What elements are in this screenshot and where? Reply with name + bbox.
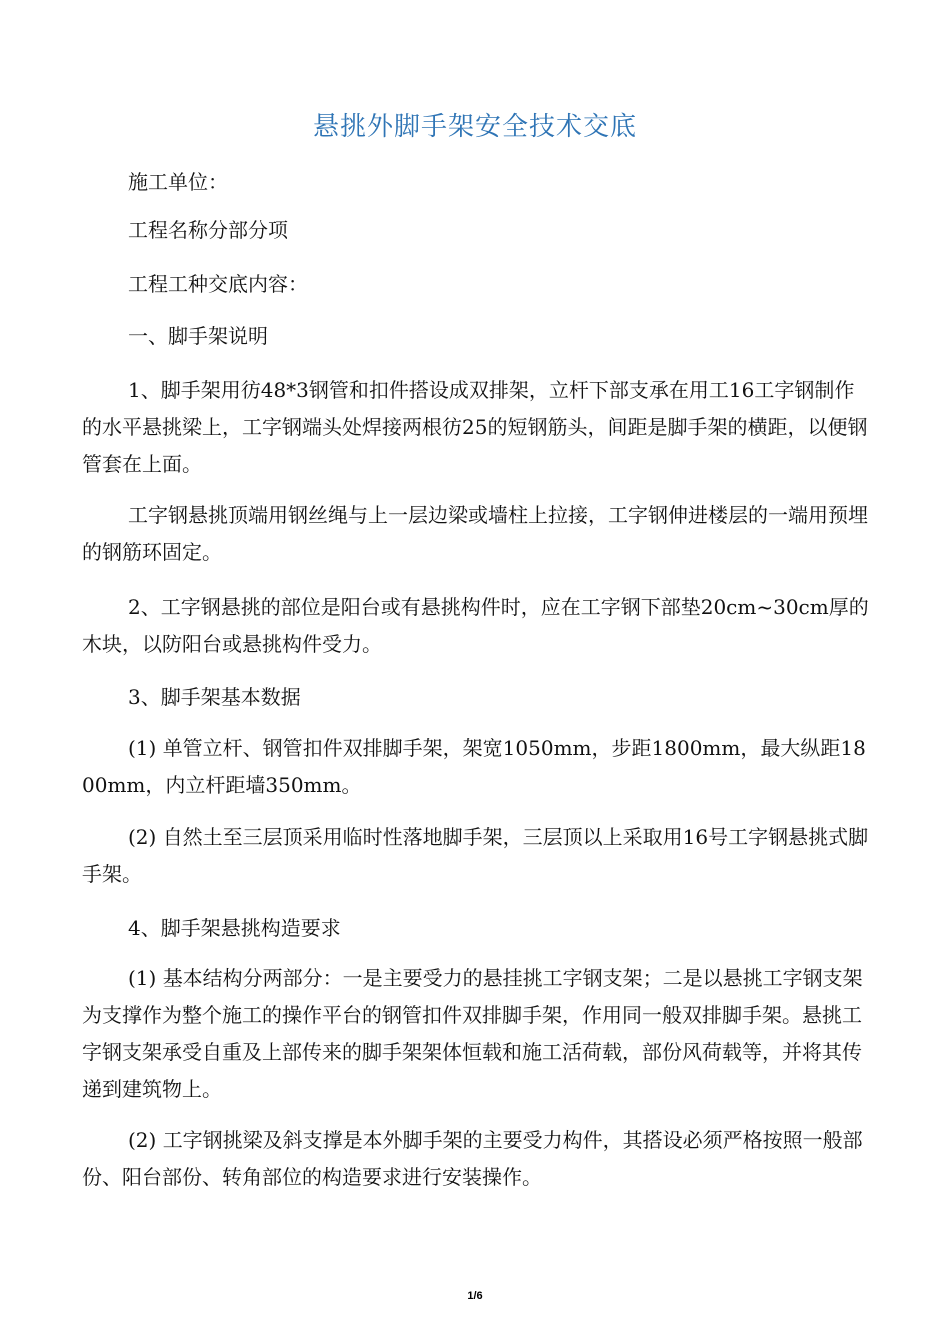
paragraph-4-1: (1) 基本结构分两部分：一是主要受力的悬挂挑工字钢支架；二是以悬挑工字钢支架为支撑作为整个施工的操作平台的钢管扣件双排脚手架，作用同一般双排脚手架。悬挑工字钢支架承受自重及上部传来的脚手架架体恒载和施工活荷载，部份风荷载等，并将其传递到建筑物上。	[82, 966, 863, 1101]
paragraph-3-2: (2) 自然土至三层顶采用临时性落地脚手架，三层顶以上采取用16号工字钢悬挑式脚手架。	[82, 825, 869, 886]
paragraph-2: 2、工字钢悬挑的部位是阳台或有悬挑构件时，应在工字钢下部垫20cm~30cm厚的木块，以防阳台或悬挑构件受力。	[82, 595, 869, 656]
paragraph-anchoring: 工字钢悬挑顶端用钢丝绳与上一层边梁或墙柱上拉接，工字钢伸进楼层的一端用预埋的钢筋环固定。	[82, 503, 868, 564]
paragraph-1: 1、脚手架用彷48*3钢管和扣件搭设成双排架，立杆下部支承在用工16工字钢制作的水平悬挑梁上，工字钢端头处焊接两根彷25的短钢筋头，间距是脚手架的横距，以便钢管套在上面。	[82, 378, 868, 476]
section-heading-1: 一、脚手架说明	[128, 324, 268, 348]
paragraph-work-type: 工程工种交底内容：	[128, 272, 308, 296]
paragraph-construction-unit: 施工单位：	[128, 170, 228, 194]
document-title: 悬挑外脚手架安全技术交底	[312, 112, 637, 142]
section-heading-4: 4、脚手架悬挑构造要求	[128, 916, 341, 940]
page-number: 1/6	[467, 1290, 483, 1302]
paragraph-4-2: (2) 工字钢挑梁及斜支撑是本外脚手架的主要受力构件，其搭设必须严格按照一般部份、阳台部份、转角部位的构造要求进行安装操作。	[82, 1128, 863, 1189]
paragraph-project-name: 工程名称分部分项	[128, 218, 288, 242]
paragraph-3-1: (1) 单管立杆、钢管扣件双排脚手架，架宽1050mm，步距1800mm，最大纵距1800mm，内立杆距墙350mm。	[82, 736, 866, 797]
section-heading-3: 3、脚手架基本数据	[128, 685, 301, 709]
